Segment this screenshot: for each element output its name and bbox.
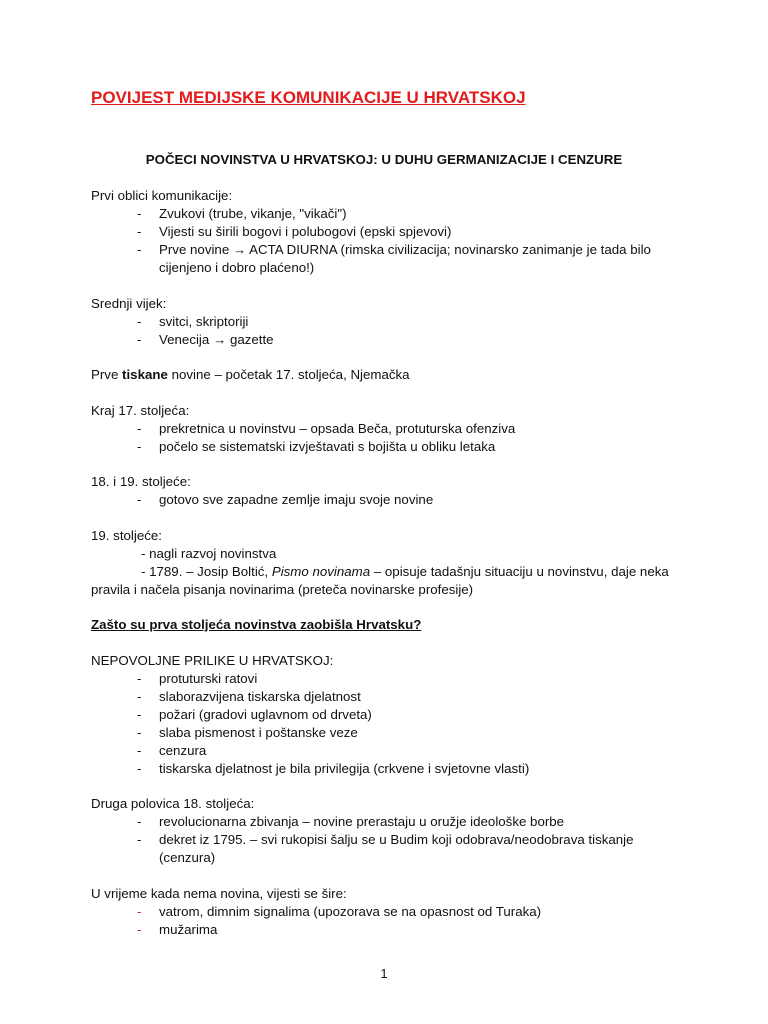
sec8-heading: NEPOVOLJNE PRILIKE U HRVATSKOJ:: [91, 652, 334, 668]
sec2-heading: Srednji vijek:: [91, 295, 167, 311]
list-item: - Venecija → gazette: [137, 331, 274, 347]
list-item: - revolucionarna zbivanja – novine prerastaju u oružje ideološke borbe: [137, 814, 565, 829]
sec9-heading: Druga polovica 18. stoljeća:: [91, 796, 255, 811]
list-item: - požari (gradovi uglavnom od drveta): [137, 706, 372, 722]
boltic-paragraph: - 1789. – Josip Boltić, Pismo novinama – opisuje tadašnju situaciju u novinstvu, daje neka pravila i načela pisanja novinarima (preteča novinarske profesije): [91, 563, 669, 597]
list-item: - mužarima: [137, 921, 218, 937]
list-item: - slaba pismenost i poštanske veze: [137, 724, 358, 740]
document-title: POVIJEST MEDIJSKE KOMUNIKACIJE U HRVATSKOJ: [91, 88, 526, 107]
list-item: - tiskarska djelatnost je bila privilegija (crkvene i svjetovne vlasti): [137, 760, 530, 776]
list-item: - protuturski ratovi: [137, 670, 258, 686]
document-body: [91, 187, 691, 939]
question-heading: Zašto su prva stoljeća novinstva zaobišla Hrvatsku?: [91, 617, 422, 632]
list-item: - gotovo sve zapadne zemlje imaju svoje novine: [137, 492, 434, 507]
list-item: - dekret iz 1795. – svi rukopisi šalju se u Budim koji odobrava/neodobrava tiskanje (cenzura): [137, 832, 634, 865]
sec6-heading: 19. stoljeće:: [91, 527, 162, 543]
sec1-heading: Prvi oblici komunikacije:: [91, 188, 233, 203]
section-title: POČECI NOVINSTVA U HRVATSKOJ: U DUHU GERMANIZACIJE I CENZURE: [145, 152, 623, 167]
list-item: - nagli razvoj novinstva: [141, 545, 277, 561]
list-item: - Zvukovi (trube, vikanje, "vikači"): [137, 206, 347, 221]
page-number: 1: [380, 966, 388, 981]
list-item: - Prve novine → ACTA DIURNA (rimska civilizacija; novinarsko zanimanje je tada bilo cijenjeno i dobro plaćeno!): [137, 242, 651, 275]
first-printed-newspapers: Prve tiskane novine – početak 17. stoljeća, Njemačka: [91, 367, 410, 382]
sec5-heading: 18. i 19. stoljeće:: [91, 474, 191, 489]
list-item: - slaborazvijena tiskarska djelatnost: [137, 688, 361, 704]
sec4-heading: Kraj 17. stoljeća:: [91, 402, 190, 418]
list-item: - vatrom, dimnim signalima (upozorava se na opasnost od Turaka): [137, 903, 542, 919]
list-item: - počelo se sistematski izvještavati s bojišta u obliku letaka: [137, 438, 496, 454]
list-item: - svitci, skriptoriji: [137, 313, 249, 329]
list-item: - Vijesti su širili bogovi i polubogovi (epski spjevovi): [137, 224, 452, 239]
list-item: - cenzura: [137, 742, 207, 758]
sec10-heading: U vrijeme kada nema novina, vijesti se šire:: [91, 885, 347, 901]
list-item: - prekretnica u novinstvu – opsada Beča, protuturska ofenziva: [137, 420, 516, 436]
